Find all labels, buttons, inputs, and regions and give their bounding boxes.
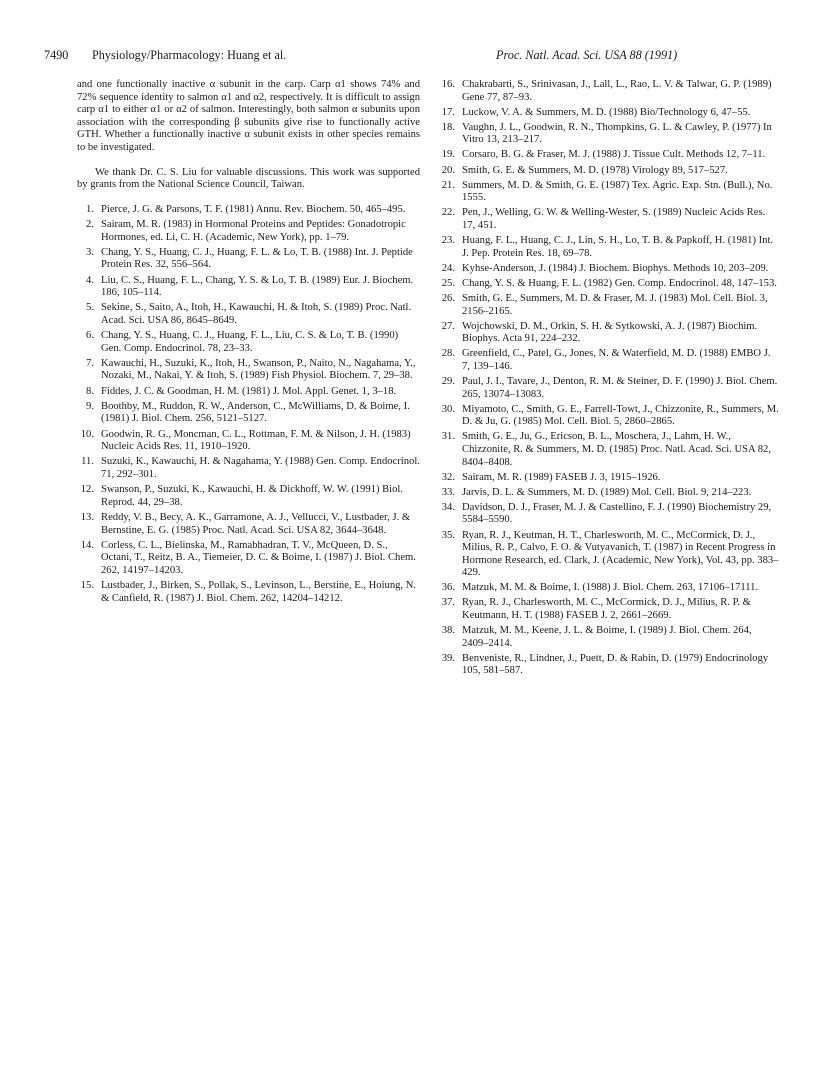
reference-text: Smith, G. E., Ju, G., Ericson, B. L., Moschera, J., Lahm, H. W., Chizzonite, R. & Summers, M. D. (1985) Proc. Natl. Acad. Sci. USA 82, 8404–8408. <box>462 431 771 468</box>
reference-number: 9. <box>86 400 94 412</box>
reference-text: Lustbader, J., Birken, S., Pollak, S., Levinson, L., Berstine, E., Hoiung, N. & Canfield, R. (1987) J. Biol. Chem. 262, 14204–14212. <box>101 580 417 604</box>
reference-item <box>438 404 780 429</box>
reference-text: Corsaro, B. G. & Fraser, M. J. (1988) J. Tissue Cult. Methods 12, 7–11. <box>462 149 766 161</box>
reference-item <box>77 540 420 578</box>
reference-item <box>438 348 780 373</box>
reference-text: Jarvis, D. L. & Summers, M. D. (1989) Mol. Cell. Biol. 9, 214–223. <box>462 486 752 498</box>
reference-text: Kawauchi, H., Suzuki, K., Itoh, H., Swanson, P., Naito, N., Nagahama, Y., Nozaki, M., Nakai, Y. & Itoh, S. (1989) Fish Physiol. Biochem. 7, 29–38. <box>101 357 416 382</box>
reference-number: 39. <box>441 652 455 664</box>
reference-item <box>438 107 780 120</box>
reference-text: Sairam, M. R. (1989) FASEB J. 3, 1915–1926. <box>462 471 661 483</box>
reference-text: Reddy, V. B., Becy, A. K., Garramone, A. J., Vellucci, V., Lustbader, J. & Bernstine, E. G. (1985) Proc. Natl. Acad. Sci. USA 82, 3644–3648. <box>101 511 411 536</box>
reference-number: 14. <box>80 539 94 551</box>
reference-item <box>438 597 780 622</box>
reference-item <box>77 401 420 426</box>
reference-number: 26. <box>441 292 455 304</box>
reference-text: Kyhse-Anderson, J. (1984) J. Biochem. Biophys. Methods 10, 203–209. <box>462 262 769 274</box>
reference-item <box>438 502 780 527</box>
reference-item <box>438 207 780 232</box>
reference-number: 24. <box>441 262 455 274</box>
reference-number: 15. <box>80 580 94 592</box>
reference-number: 23. <box>441 235 455 247</box>
reference-text: Vaughn, J. L., Goodwin, R. N., Thompkins, G. L. & Cawley, P. (1977) In Vitro 13, 213–217. <box>462 121 772 146</box>
reference-number: 36. <box>441 582 455 594</box>
reference-number: 20. <box>441 164 455 176</box>
reference-item <box>77 275 420 300</box>
reference-text: Suzuki, K., Kawauchi, H. & Nagahama, Y. (1988) Gen. Comp. Endocrinol. 71, 292–301. <box>101 456 420 480</box>
reference-number: 17. <box>441 106 455 118</box>
reference-text: Paul, J. I., Tavare, J., Denton, R. M. & Steiner, D. F. (1990) J. Biol. Chem. 265, 13074–13083. <box>462 375 778 400</box>
reference-number: 5. <box>86 302 94 314</box>
reference-item <box>438 180 780 205</box>
reference-number: 33. <box>441 486 455 498</box>
reference-number: 32. <box>441 471 455 483</box>
reference-item <box>438 653 780 678</box>
reference-text: Goodwin, R. G., Moncman, C. L., Rottman, F. M. & Nilson, J. H. (1983) Nucleic Acids Res. 11, 1910–1920. <box>101 428 411 453</box>
reference-text: Miyamoto, C., Smith, G. E., Farrell-Towt, J., Chizzonite, R., Summers, M. D. & Ju, G. (1985) Mol. Cell. Biol. 5, 2860–2865. <box>462 403 779 428</box>
reference-item <box>438 278 780 291</box>
reference-text: Sekine, S., Saito, A., Itoh, H., Kawauchi, H. & Itoh, S. (1989) Proc. Natl. Acad. Sci. USA 86, 8645–8649. <box>101 302 412 326</box>
reference-item <box>77 204 420 217</box>
reference-item <box>438 376 780 401</box>
reference-text: Davidson, D. J., Fraser, M. J. & Castellino, F. J. (1990) Biochemistry 29, 5584–5590. <box>462 501 772 526</box>
reference-text: Chang, Y. S., Huang, C. J., Huang, F. L. & Lo, T. B. (1988) Int. J. Peptide Protein Res. 32, 556–564. <box>101 246 413 271</box>
reference-number: 29. <box>441 375 455 387</box>
reference-text: Smith, G. E., Summers, M. D. & Fraser, M. J. (1983) Mol. Cell. Biol. 3, 2156–2165. <box>462 292 768 317</box>
reference-item <box>438 122 780 147</box>
reference-item <box>438 149 780 162</box>
reference-text: Chakrabarti, S., Srinivasan, J., Lall, L., Rao, L. V. & Talwar, G. P. (1989) Gene 77, 87–93. <box>462 79 772 103</box>
reference-text: Fiddes, J. C. & Goodman, H. M. (1981) J. Mol. Appl. Genet. 1, 3–18. <box>101 385 397 397</box>
reference-number: 6. <box>86 330 94 342</box>
reference-item <box>438 530 780 580</box>
reference-item <box>77 386 420 399</box>
reference-list-left <box>77 204 420 606</box>
reference-text: Benveniste, R., Lindner, J., Puett, D. & Rabin, D. (1979) Endocrinology 105, 581–587. <box>462 652 769 677</box>
reference-text: Chang, Y. S. & Huang, F. L. (1982) Gen. Comp. Endocrinol. 48, 147–153. <box>462 277 777 289</box>
reference-text: Pen, J., Welling, G. W. & Welling-Wester, S. (1989) Nucleic Acids Res. 17, 451. <box>462 207 766 231</box>
reference-text: Liu, C. S., Huang, F. L., Chang, Y. S. & Lo, T. B. (1989) Eur. J. Biochem. 186, 105–114. <box>101 274 414 299</box>
reference-number: 1. <box>86 203 94 215</box>
reference-text: Chang, Y. S., Huang, C. J., Huang, F. L., Liu, C. S. & Lo, T. B. (1990) Gen. Comp. Endocrinol. 78, 23–33. <box>101 330 399 354</box>
reference-text: Huang, F. L., Huang, C. J., Lin, S. H., Lo, T. B. & Papkoff, H. (1981) Int. J. Pep. Protein Res. 18, 69–78. <box>462 235 774 259</box>
reference-text: Summers, M. D. & Smith, G. E. (1987) Tex. Agric. Exp. Stn. (Bull.), No. 1555. <box>462 179 773 204</box>
reference-number: 27. <box>441 320 455 332</box>
reference-text: Matzuk, M. M. & Boime, I. (1988) J. Biol. Chem. 263, 17106–17111. <box>462 582 759 594</box>
reference-item <box>77 358 420 383</box>
reference-number: 19. <box>441 149 455 161</box>
reference-number: 18. <box>441 121 455 133</box>
reference-item <box>438 472 780 485</box>
reference-item <box>77 330 420 355</box>
reference-item <box>438 79 780 104</box>
reference-number: 7. <box>86 357 94 369</box>
reference-text: Swanson, P., Suzuki, K., Kawauchi, H. & Dickhoff, W. W. (1991) Biol. Reprod. 44, 29–38. <box>101 484 404 508</box>
reference-text: Luckow, V. A. & Summers, M. D. (1988) Bio/Technology 6, 47–55. <box>462 106 751 118</box>
reference-item <box>77 247 420 272</box>
acknowledgement: We thank Dr. C. S. Liu for valuable discussions. This work was supported by grants from the National Science Council, Taiwan. <box>77 166 420 191</box>
reference-number: 8. <box>86 385 94 397</box>
reference-text: Greenfield, C., Patel, G., Jones, N. & Waterfield, M. D. (1988) EMBO J. 7, 139–146. <box>462 348 771 372</box>
reference-item <box>77 302 420 327</box>
reference-number: 34. <box>441 501 455 513</box>
reference-number: 2. <box>86 218 94 230</box>
reference-item <box>77 219 420 244</box>
reference-item <box>438 625 780 650</box>
reference-number: 38. <box>441 625 455 637</box>
reference-item <box>438 582 780 595</box>
right-column <box>438 79 780 681</box>
reference-number: 35. <box>441 529 455 541</box>
reference-item <box>77 512 420 537</box>
left-column <box>77 79 420 608</box>
reference-item <box>438 263 780 276</box>
reference-text: Ryan, R. J., Charlesworth, M. C., McCormick, D. J., Milius, R. P. & Keutmann, H. T. (1988) FASEB J. 2, 2661–2669. <box>462 597 751 622</box>
reference-item <box>77 456 420 481</box>
reference-number: 4. <box>86 274 94 286</box>
reference-number: 30. <box>441 403 455 415</box>
reference-text: Ryan, R. J., Keutman, H. T., Charlesworth, M. C., McCormick, D. J., Milius, R. P., Calvo, F. O. & Vutyavanich, T. (1987) in Recent Progress in Hormone Research, ed. Clark, J. (Academic, New York), Vol. 43, pp. 383–429. <box>462 529 779 579</box>
reference-item <box>438 431 780 469</box>
reference-text: Pierce, J. G. & Parsons, T. F. (1981) Annu. Rev. Biochem. 50, 465–495. <box>101 203 406 215</box>
reference-item <box>438 165 780 178</box>
reference-number: 37. <box>441 597 455 609</box>
reference-list-right <box>438 79 780 678</box>
page-number: 7490 <box>44 48 69 62</box>
reference-number: 25. <box>441 277 455 289</box>
reference-item <box>77 580 420 605</box>
reference-item <box>438 321 780 346</box>
reference-text: Matzuk, M. M., Keene, J. L. & Boime, I. (1989) J. Biol. Chem. 264, 2409–2414. <box>462 625 752 649</box>
reference-text: Sairam, M. R. (1983) in Hormonal Proteins and Peptides: Gonadotropic Hormones, ed. Li, C. H. (Academic, New York), pp. 1–79. <box>101 218 406 243</box>
reference-text: Boothby, M., Ruddon, R. W., Anderson, C., McWilliams, D. & Boime, I. (1981) J. Biol. Chem. 256, 5121–5127. <box>101 400 410 425</box>
reference-number: 3. <box>86 246 94 258</box>
reference-item <box>438 293 780 318</box>
reference-number: 12. <box>80 484 94 496</box>
reference-text: Wojchowski, D. M., Orkin, S. H. & Sytkowski, A. J. (1987) Biochim. Biophys. Acta 91, 224–232. <box>462 320 758 345</box>
reference-number: 22. <box>441 207 455 219</box>
reference-number: 28. <box>441 348 455 360</box>
reference-item <box>77 429 420 454</box>
reference-number: 16. <box>441 79 455 90</box>
reference-number: 11. <box>81 456 94 468</box>
reference-text: Corless, C. L., Bielinska, M., Ramabhadran, T. V., McQueen, D. S., Octani, T., Reitz, B. A., Tiemeier, D. C. & Boime, I. (1987) J. Biol. Chem. 262, 14197–14203. <box>101 539 416 576</box>
reference-number: 13. <box>80 511 94 523</box>
reference-number: 21. <box>441 179 455 191</box>
running-head-section: Physiology/Pharmacology: Huang et al. <box>92 48 287 62</box>
reference-item <box>438 487 780 500</box>
reference-number: 31. <box>441 431 455 443</box>
body-paragraph: and one functionally inactive α subunit in the carp. Carp α1 shows 74% and 72% sequence identity to salmon α1 and α2, respectively. It is difficult to assign carp α1 to either α1 or α2 of salmon. Interestingly, both salmon α subunits upon association with the corresponding β subunits give rise to functionally active GTH. Whether a functionally inactive α subunit exists in other species remains to be investigated. <box>77 79 420 153</box>
reference-item <box>438 235 780 260</box>
running-head-journal: Proc. Natl. Acad. Sci. USA 88 (1991) <box>496 48 678 62</box>
reference-item <box>77 484 420 509</box>
reference-text: Smith, G. E. & Summers, M. D. (1978) Virology 89, 517–527. <box>462 164 728 176</box>
reference-number: 10. <box>80 428 94 440</box>
